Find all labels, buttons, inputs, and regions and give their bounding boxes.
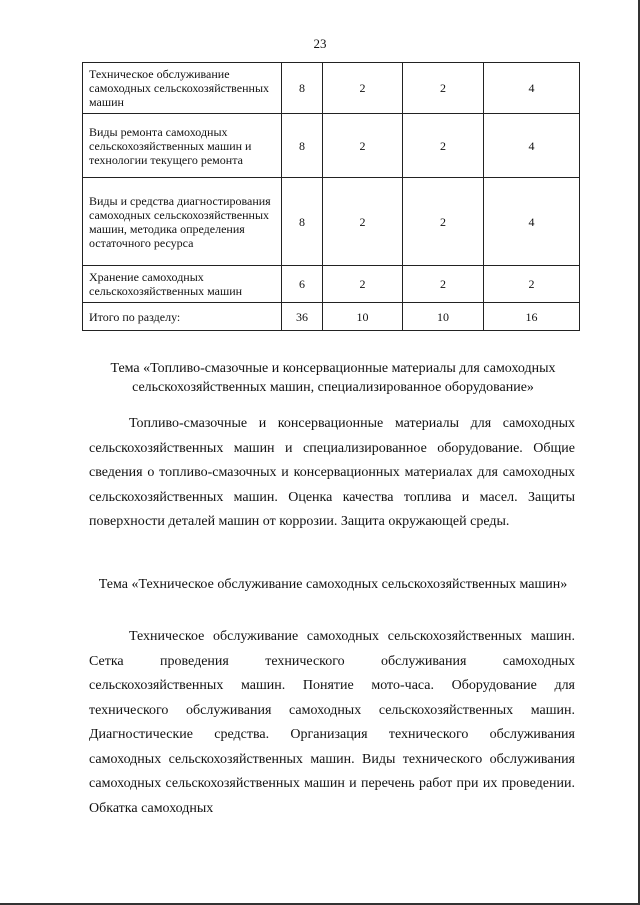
hours-total-cell: 8 <box>282 114 323 178</box>
page-number: 23 <box>313 36 327 51</box>
hours-cell: 2 <box>403 63 484 114</box>
hours-cell: 2 <box>323 63 403 114</box>
hours-cell: 2 <box>484 266 580 303</box>
hours-cell: 2 <box>323 178 403 266</box>
hours-cell: 2 <box>403 266 484 303</box>
hours-cell: 10 <box>323 303 403 331</box>
hours-cell: 2 <box>323 266 403 303</box>
topic-cell: Виды ремонта самоходных сельскохозяйственных машин и технологии текущего ремонта <box>83 114 282 178</box>
curriculum-table <box>82 62 580 331</box>
hours-cell: 4 <box>484 178 580 266</box>
table-row <box>83 178 580 266</box>
hours-cell: 2 <box>323 114 403 178</box>
total-label-cell: Итого по разделу: <box>83 303 282 331</box>
hours-total-cell: 8 <box>282 63 323 114</box>
hours-total-cell: 36 <box>282 303 323 331</box>
hours-cell: 10 <box>403 303 484 331</box>
table-total-row <box>83 303 580 331</box>
section-paragraph <box>89 412 575 535</box>
hours-total-cell: 8 <box>282 178 323 266</box>
hours-cell: 16 <box>484 303 580 331</box>
topic-cell: Виды и средства диагностирования самоходных сельскохозяйственных машин, методика определения остаточного ресурса <box>83 178 282 266</box>
topic-cell: Хранение самоходных сельскохозяйственных машин <box>83 266 282 303</box>
hours-total-cell: 6 <box>282 266 323 303</box>
table-row <box>83 114 580 178</box>
section-paragraph <box>89 625 575 821</box>
hours-cell: 4 <box>484 63 580 114</box>
paragraph-text: Техническое обслуживание самоходных сельскохозяйственных машин. Сетка проведения технического обслуживания самоходных сельскохозяйственных машин. Понятие мото-часа. Оборудование для технического обслуживания самоходных сельскохозяйственных машин. Диагностические средства. Организация технического обслуживания самоходных сельскохозяйственных машин. Виды технического обслуживания самоходных сельскохозяйственных машин и перечень работ при их проведении. Обкатка самоходных <box>89 629 575 816</box>
topic-cell: Техническое обслуживание самоходных сельскохозяйственных машин <box>83 63 282 114</box>
hours-cell: 2 <box>403 114 484 178</box>
section-heading: Тема «Топливо-смазочные и консервационные материалы для самоходных сельскохозяйственных машин, специализированное оборудование» <box>110 361 556 395</box>
hours-cell: 2 <box>403 178 484 266</box>
section-heading: Тема «Техническое обслуживание самоходных сельскохозяйственных машин» <box>98 577 568 592</box>
table-row <box>83 63 580 114</box>
hours-cell: 4 <box>484 114 580 178</box>
paragraph-text: Топливо-смазочные и консервационные материалы для самоходных сельскохозяйственных машин и специализированное оборудование. Общие сведения о топливо-смазочных и консервационных материалах для самоходных сельскохозяйственных машин. Оценка качества топлива и масел. Защиты поверхности деталей машин от коррозии. Защита окружающей среды. <box>89 416 575 529</box>
table-row <box>83 266 580 303</box>
